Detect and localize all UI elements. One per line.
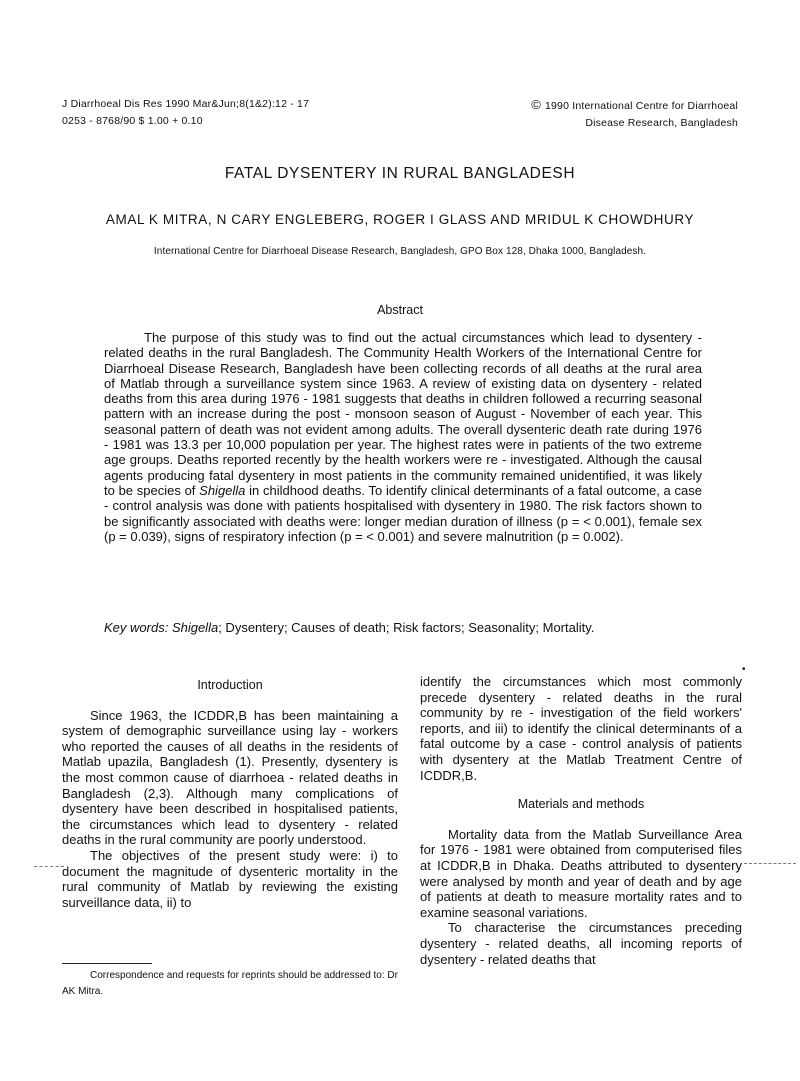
copyright-line-2: Disease Research, Bangladesh	[585, 117, 738, 129]
abstract-body	[104, 330, 702, 544]
footnote-rule	[62, 963, 152, 964]
introduction-heading: Introduction	[197, 678, 263, 692]
margin-dash-right	[744, 863, 796, 864]
copyright-icon: ©	[531, 97, 541, 112]
stray-mark: •	[742, 664, 746, 675]
journal-citation	[62, 96, 309, 130]
left-column	[62, 678, 398, 910]
introduction-paragraph-1: Since 1963, the ICDDR,B has been maintaining a system of demographic surveillance using lay - workers who reported the causes of all deaths in the residents of Matlab upazila, Bangladesh (1). Presently, dysentery is the most common cause of diarrhoea - related deaths in Bangladesh (2,3). Although many complications of dysentery have been described in hospitalised patients, the circumstances which lead to dysentery - related deaths in the rural community are poorly understood.	[62, 707, 398, 848]
affiliation: International Centre for Diarrhoeal Disease Research, Bangladesh, GPO Box 128, Dhaka 1000, Bangladesh.	[153, 246, 647, 257]
keywords-italic-term: Shigella	[171, 620, 219, 635]
abstract-heading: Abstract	[377, 303, 423, 317]
author-list: AMAL K MITRA, N CARY ENGLEBERG, ROGER I GLASS AND MRIDUL K CHOWDHURY	[105, 212, 695, 227]
right-column	[420, 674, 742, 967]
keywords-label: Key words:	[104, 620, 169, 635]
keywords-rest: ; Dysentery; Causes of death; Risk factors; Seasonality; Mortality.	[218, 620, 595, 635]
abstract-italic-term: Shigella	[199, 482, 246, 498]
citation-line-1: J Diarrhoeal Dis Res 1990 Mar&Jun;8(1&2):12 - 17	[62, 98, 310, 110]
introduction-continued: identify the circumstances which most commonly precede dysentery - related deaths in the rural community by re - investigation of the field workers' reports, and iii) to identify the clinical determinants of a fatal outcome by a case - control analysis of patients with dysentery at the Matlab Treatment Centre of ICDDR,B.	[420, 674, 742, 783]
methods-paragraph-1: Mortality data from the Matlab Surveillance Area for 1976 - 1981 were obtained from computerised files at ICDDR,B in Dhaka. Deaths attributed to dysentery were analysed by month and year of death and by age of patients at death to measure mortality rates and to examine seasonal variations.	[420, 826, 742, 920]
abstract-text-2: in childhood deaths. To identify clinical determinants of a fatal outcome, a case - control analysis was done with patients hospitalised with dysentery in 1980. The risk factors shown to be significantly associated with deaths were: longer median duration of illness (p = < 0.001), female sex (p = 0.039), signs of respiratory infection (p = < 0.001) and severe malnutrition (p = 0.002).	[104, 482, 702, 544]
copyright-notice	[531, 96, 738, 132]
citation-line-2: 0253 - 8768/90 $ 1.00 + 0.10	[62, 115, 203, 127]
abstract-text-1: The purpose of this study was to find out the actual circumstances which lead to dysentery - related deaths in the rural Bangladesh. The Community Health Workers of the International Centre for Diarrhoeal Disease Research, Bangladesh have been collecting records of all deaths at the rural area of Matlab through a surveillance system since 1963. A review of existing data on dysentery - related deaths from this area during 1976 - 1981 suggests that deaths in children followed a recurring seasonal pattern with an increase during the post - monsoon season of August - November of each year. This seasonal pattern of death was not evident among adults. The overall dysenteric death rate during 1976 - 1981 was 13.3 per 10,000 population per year. The highest rates were in patients of the two extreme age groups. Deaths reported recently by the health workers were re - investigated. Although the causal agents producing fatal dysentery in most patients in the community remained unidentified, it was likely to be species of	[104, 330, 702, 498]
methods-paragraph-2: To characterise the circumstances preceding dysentery - related deaths, all incoming reports of dysentery - related deaths that	[420, 920, 742, 967]
footnote: Correspondence and requests for reprints should be addressed to: Dr AK Mitra.	[62, 970, 398, 997]
introduction-paragraph-2: The objectives of the present study were: i) to document the magnitude of dysenteric mortality in the rural community of Matlab by reviewing the existing surveillance data, ii) to	[62, 847, 398, 910]
margin-dash-left	[34, 866, 64, 867]
methods-heading: Materials and methods	[517, 797, 645, 812]
article-title: FATAL DYSENTERY IN RURAL BANGLADESH	[224, 165, 576, 182]
keywords	[104, 620, 702, 636]
copyright-line-1: 1990 International Centre for Diarrhoeal	[544, 100, 738, 112]
